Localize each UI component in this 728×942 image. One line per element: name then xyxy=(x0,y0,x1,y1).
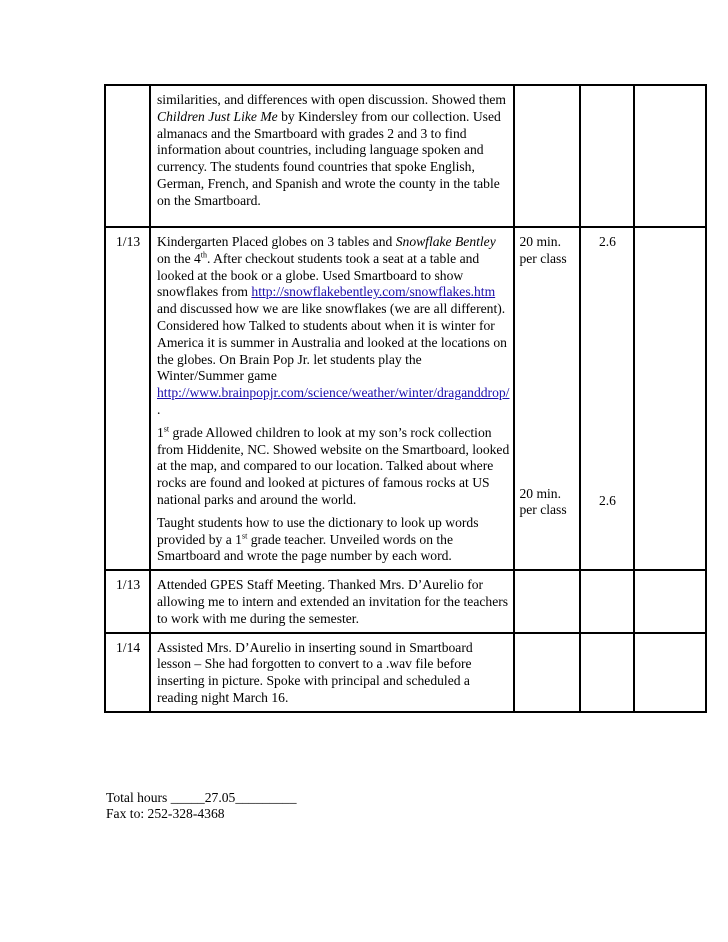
description-paragraph xyxy=(157,92,509,210)
description-paragraph xyxy=(157,515,509,565)
text-run: similarities, and differences with open discussion. Showed them xyxy=(157,92,506,107)
date-cell: 1/13 xyxy=(105,570,150,632)
time-cell xyxy=(514,633,580,712)
time-cell xyxy=(514,570,580,632)
description-paragraph xyxy=(157,640,509,707)
activity-log-body xyxy=(105,85,706,712)
standard-cell xyxy=(580,85,634,227)
time-value: 20 min. per class xyxy=(519,234,567,266)
activity-log-table xyxy=(104,84,707,713)
text-run: Attended GPES Staff Meeting. Thanked Mrs. D’Aurelio for allowing me to intern and extended an invitation for the teachers to work with me during the semester. xyxy=(157,577,509,626)
text-run: grade Allowed children to look at my son’s rock collection from Hiddenite, NC. Showed website on the Smartboard, looked at the map, and compared to our location. Talked about where rocks are found and looked at pictures of famous rocks at US national parks and around the world. xyxy=(157,424,510,507)
text-run: and discussed how we are like snowflakes (we are all different). Considered how Talked to students about when it is winter for America it is summer in Australia and looked at the locations on the globes. On Brain Pop Jr. let students play the Winter/Summer game xyxy=(157,301,507,384)
standard-cell xyxy=(580,227,634,570)
book-title: Children Just Like Me xyxy=(157,108,278,124)
text-run: . xyxy=(157,401,161,417)
standard-value: 2.6 xyxy=(598,234,616,249)
table-row xyxy=(105,227,706,570)
text-run: Taught students how to use the dictionary to look up words provided by a 1 xyxy=(157,514,479,547)
description-cell xyxy=(150,85,514,227)
description-cell xyxy=(150,633,514,712)
description-paragraph xyxy=(157,234,509,419)
description-paragraph xyxy=(157,425,509,509)
date-cell: 1/13 xyxy=(105,227,150,570)
text-run: 1 xyxy=(157,424,164,440)
empty-cell xyxy=(634,85,706,227)
text-run: Kindergarten Placed globes on 3 tables and xyxy=(157,234,396,249)
standard-cell xyxy=(580,633,634,712)
url-link[interactable]: http://snowflakebentley.com/snowflakes.htm xyxy=(251,284,496,300)
ordinal-suffix: th xyxy=(200,250,208,260)
standard-value-2: 2.6 xyxy=(598,493,616,508)
time-cell xyxy=(514,85,580,227)
date-cell: 1/14 xyxy=(105,633,150,712)
text-run: grade teacher. Unveiled words on the Smartboard and wrote the page number by each word. xyxy=(157,531,454,564)
date-cell xyxy=(105,85,150,227)
description-paragraph xyxy=(157,577,509,627)
ordinal-suffix: st xyxy=(163,424,170,434)
book-title: Snowflake Bentley xyxy=(395,234,496,249)
table-row xyxy=(105,633,706,712)
table-row xyxy=(105,85,706,227)
text-run: on the 4 xyxy=(157,250,201,266)
empty-cell xyxy=(634,633,706,712)
description-cell xyxy=(150,570,514,632)
empty-cell xyxy=(634,570,706,632)
ordinal-suffix: st xyxy=(241,531,248,541)
standard-cell xyxy=(580,570,634,632)
empty-cell xyxy=(634,227,706,570)
total-hours-line: Total hours _____27.05_________ xyxy=(106,790,297,805)
time-cell xyxy=(514,227,580,570)
text-run: by Kindersley from our collection. Used almanacs and the Smartboard with grades 2 and 3 to find information about countries, including language spoken and currency. The students found countries that spoke English, German, French, and Spanish and wrote the county in the table on the Smartboard. xyxy=(157,108,501,208)
description-cell xyxy=(150,227,514,570)
text-run: Assisted Mrs. D’Aurelio in inserting sound in Smartboard lesson – She had forgotten to convert to a .wav file before inserting in picture. Spoke with principal and scheduled a reading night March 16. xyxy=(157,639,473,705)
table-row xyxy=(105,570,706,632)
url-link[interactable]: http://www.brainpopjr.com/science/weather/winter/draganddrop/ xyxy=(157,385,510,401)
fax-line: Fax to: 252-328-4368 xyxy=(106,806,225,821)
text-run: . After checkout students took a seat at a table and looked at the book or a globe. Used Smartboard to show snowflakes from xyxy=(157,250,480,300)
time-value-2: 20 min. per class xyxy=(519,485,567,518)
